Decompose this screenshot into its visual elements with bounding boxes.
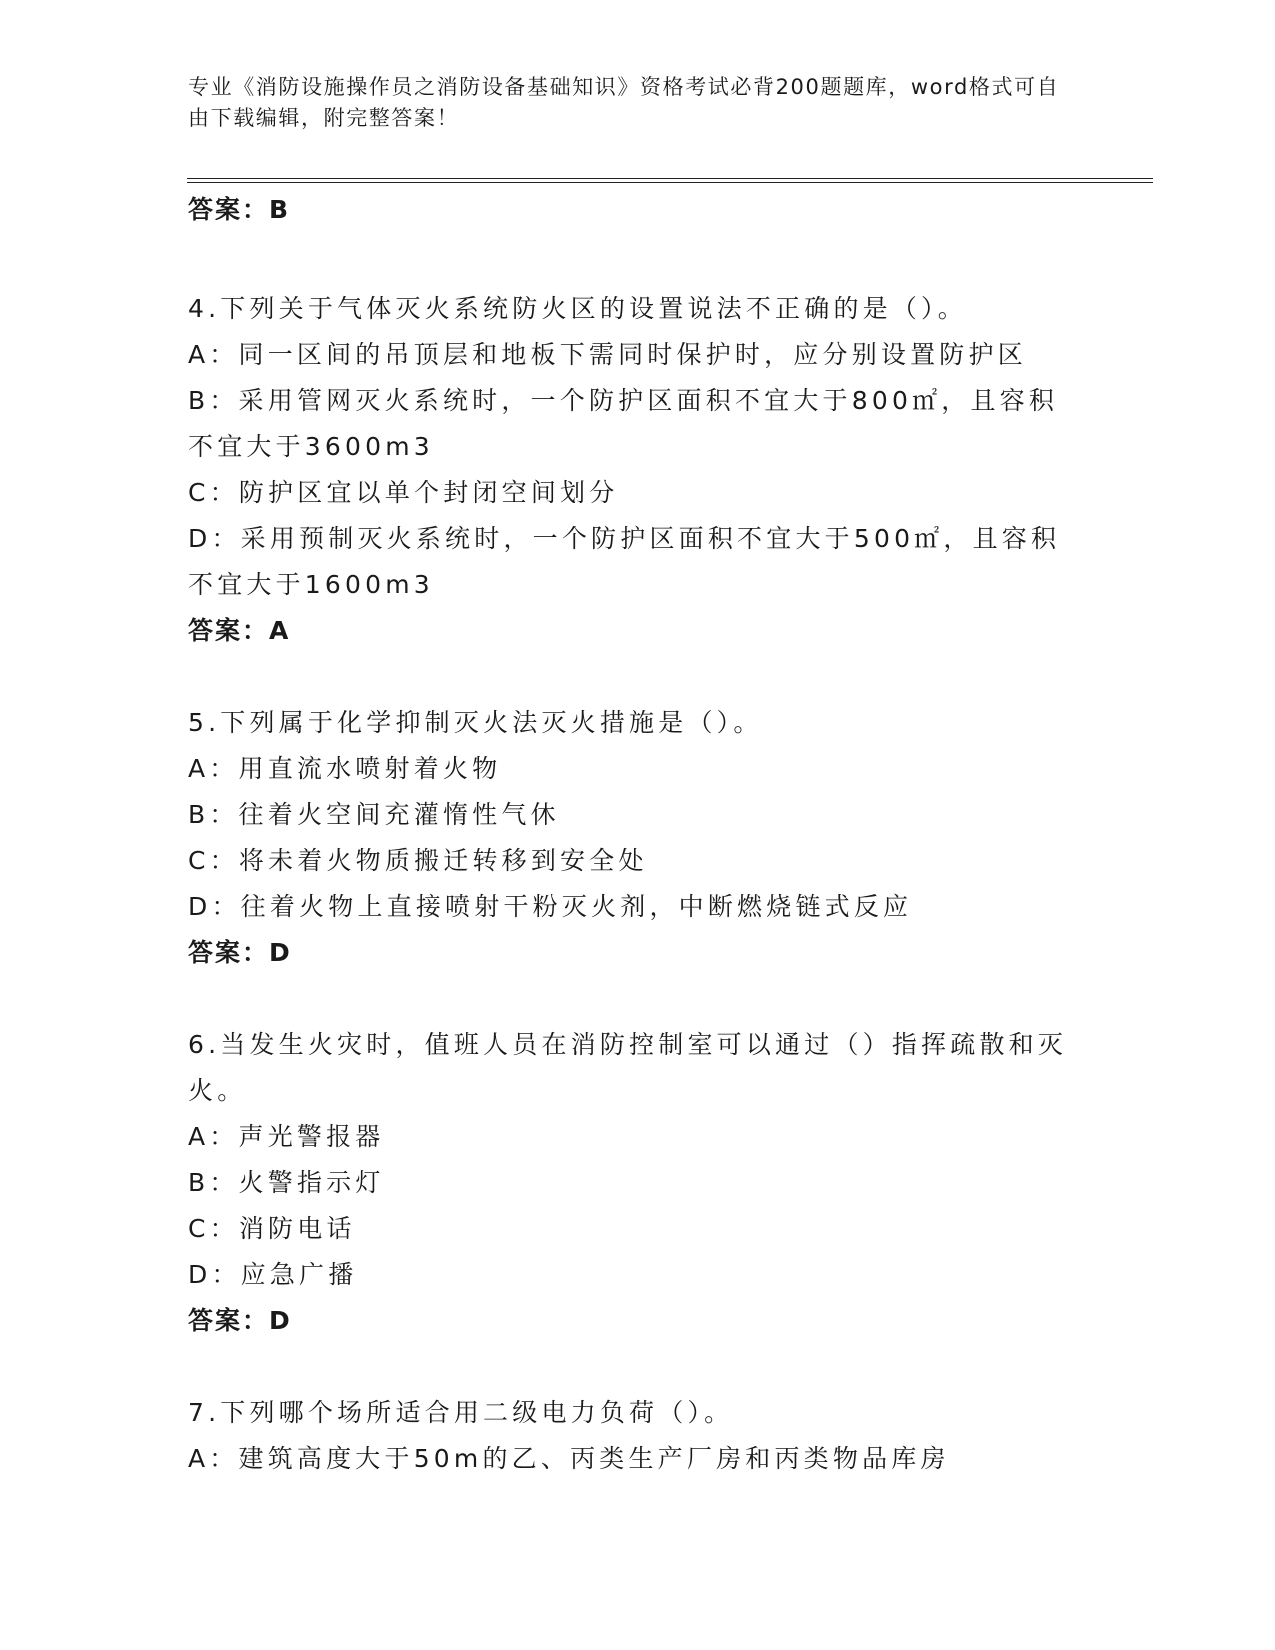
- option-b: B：往着火空间充灌惰性气休: [188, 800, 560, 829]
- question-stem: 6.当发生火灾时，值班人员在消防控制室可以通过（）指挥疏散和灭火。: [188, 1030, 1068, 1105]
- option-a: A：用直流水喷射着火物: [188, 754, 502, 783]
- option-a: A：声光警报器: [188, 1122, 385, 1151]
- header-rule-top: [187, 178, 1153, 179]
- option-c: C：消防电话: [188, 1214, 356, 1243]
- option-a: A：同一区间的吊顶层和地板下需同时保护时，应分别设置防护区: [188, 340, 1027, 369]
- question-4: [188, 286, 1068, 654]
- option-c: C：防护区宜以单个封闭空间划分: [188, 478, 619, 507]
- answer-line: 答案：D: [188, 938, 292, 967]
- question-stem: 7.下列哪个场所适合用二级电力负荷（）。: [188, 1398, 734, 1427]
- header-rule-bottom: [187, 182, 1153, 183]
- answer-line: 答案：B: [188, 195, 291, 224]
- question-5: [188, 700, 1068, 976]
- document-header: 专业《消防设施操作员之消防设备基础知识》资格考试必背200题题库，word格式可自由下载编辑，附完整答案！: [188, 75, 1060, 130]
- option-b: B：采用管网灭火系统时，一个防护区面积不宜大于800㎡，且容积不宜大于3600m3: [188, 386, 1059, 461]
- question-stem: 5.下列属于化学抑制灭火法灭火措施是（）。: [188, 708, 763, 737]
- option-c: C：将未着火物质搬迁转移到安全处: [188, 846, 648, 875]
- option-a: A：建筑高度大于50m的乙、丙类生产厂房和丙类物品库房: [188, 1444, 950, 1473]
- option-b: B：火警指示灯: [188, 1168, 385, 1197]
- option-d: D：往着火物上直接喷射干粉灭火剂，中断燃烧链式反应: [188, 892, 913, 921]
- option-d: D：采用预制灭火系统时，一个防护区面积不宜大于500㎡，且容积不宜大于1600m3: [188, 524, 1061, 599]
- answer-line: 答案：D: [188, 1306, 292, 1335]
- answer-line: 答案：A: [188, 616, 291, 645]
- question-stem: 4.下列关于气体灭火系统防火区的设置说法不正确的是（）。: [188, 294, 967, 323]
- question-6: [188, 1022, 1068, 1344]
- question-7: [188, 1390, 1068, 1482]
- question-list: [188, 286, 1068, 1528]
- option-d: D：应急广播: [188, 1260, 358, 1289]
